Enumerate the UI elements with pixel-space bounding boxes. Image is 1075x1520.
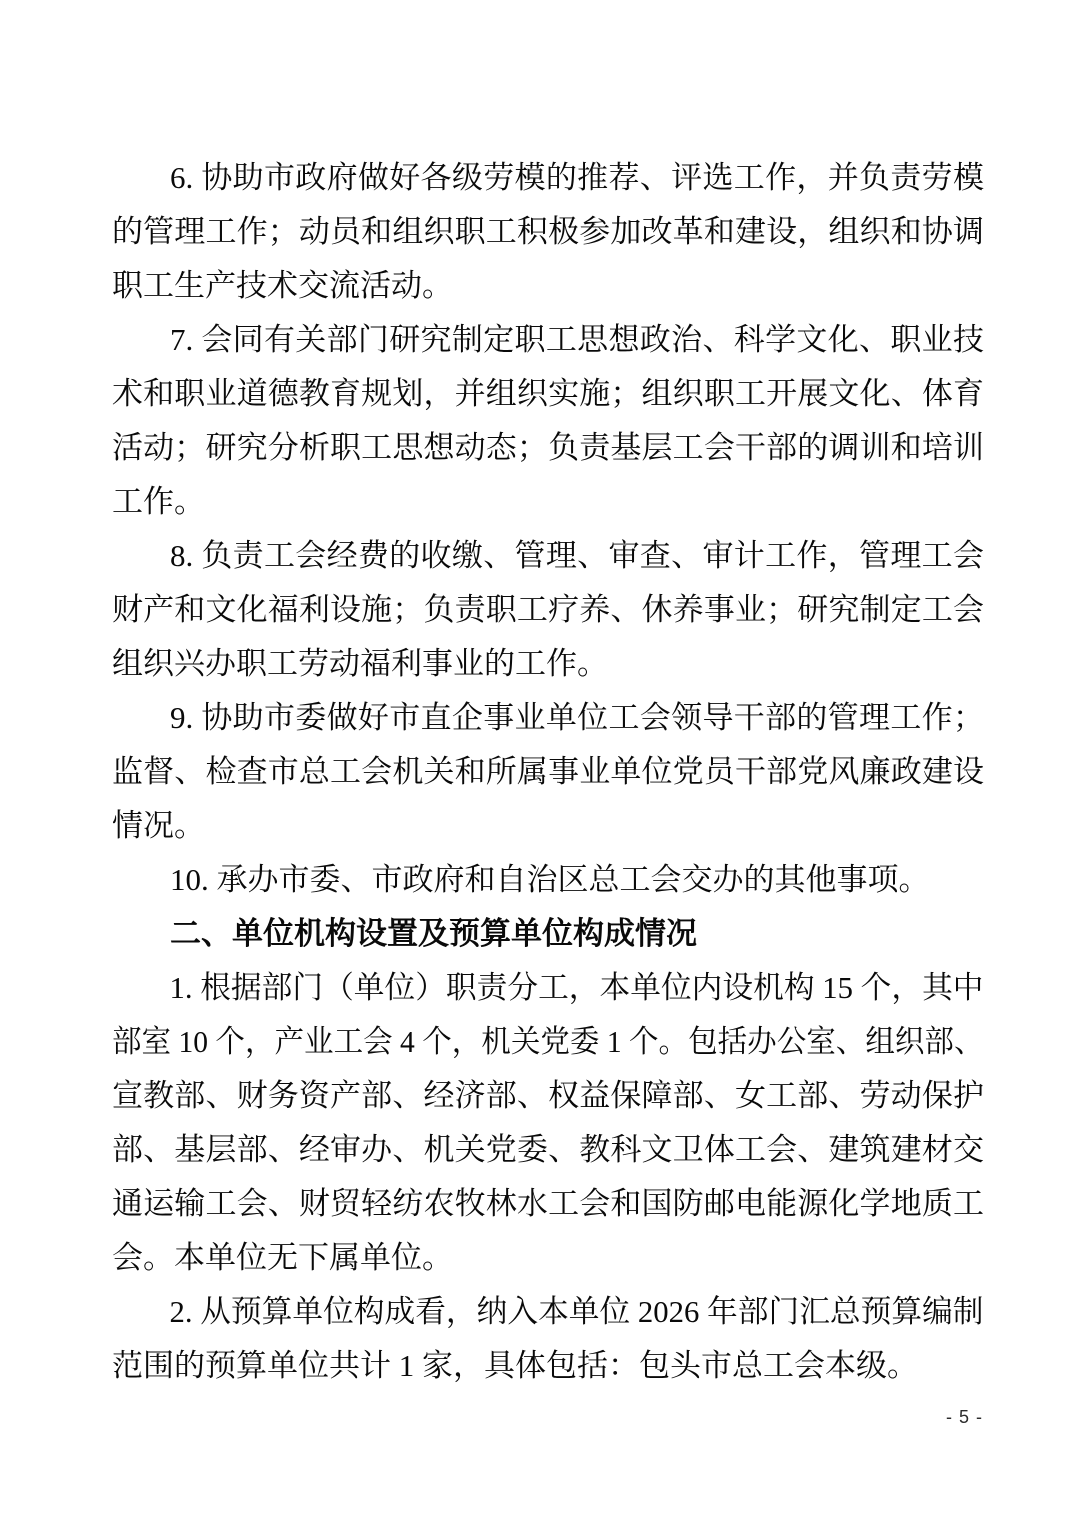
- paragraph-line: 工作。: [112, 484, 205, 519]
- section-heading: 二、单位机构设置及预算单位构成情况: [170, 916, 697, 951]
- paragraph-line: 术和职业道德教育规划，并组织实施；组织职工开展文化、体育: [112, 376, 984, 411]
- paragraph-line: 监督、检查市总工会机关和所属事业单位党员干部党风廉政建设: [112, 754, 984, 789]
- paragraph-line: 宣教部、财务资产部、经济部、权益保障部、女工部、劳动保护: [112, 1078, 984, 1113]
- paragraph-line: 7. 会同有关部门研究制定职工思想政治、科学文化、职业技: [170, 322, 984, 357]
- paragraph-line: 情况。: [112, 808, 205, 843]
- paragraph-line: 8. 负责工会经费的收缴、管理、审查、审计工作，管理工会: [170, 538, 984, 573]
- paragraph-line: 1. 根据部门（单位）职责分工，本单位内设机构 15 个，其中: [169, 970, 984, 1005]
- paragraph-line: 的管理工作；动员和组织职工积极参加改革和建设，组织和协调: [112, 214, 984, 249]
- paragraph-line: 2. 从预算单位构成看，纳入本单位 2026 年部门汇总预算编制: [169, 1294, 984, 1329]
- paragraph-line: 财产和文化福利设施；负责职工疗养、休养事业；研究制定工会: [112, 592, 984, 627]
- paragraph-line: 通运输工会、财贸轻纺农牧林水工会和国防邮电能源化学地质工: [112, 1186, 984, 1221]
- paragraph-line: 组织兴办职工劳动福利事业的工作。: [112, 646, 608, 681]
- paragraph-line: 6. 协助市政府做好各级劳模的推荐、评选工作，并负责劳模: [170, 160, 984, 195]
- paragraph-line: 会。本单位无下属单位。: [112, 1240, 453, 1275]
- paragraph-line: 活动；研究分析职工思想动态；负责基层工会干部的调训和培训: [112, 430, 984, 465]
- paragraph-line: 9. 协助市委做好市直企事业单位工会领导干部的管理工作；: [170, 700, 984, 735]
- paragraph-line: 部室 10 个，产业工会 4 个，机关党委 1 个。包括办公室、组织部、: [112, 1024, 984, 1059]
- paragraph-line: 10. 承办市委、市政府和自治区总工会交办的其他事项。: [170, 862, 930, 897]
- paragraph-line: 部、基层部、经审办、机关党委、教科文卫体工会、建筑建材交: [112, 1132, 984, 1167]
- page-number: - 5 -: [945, 1407, 983, 1427]
- paragraph-line: 范围的预算单位共计 1 家，具体包括：包头市总工会本级。: [112, 1348, 918, 1383]
- paragraph-line: 职工生产技术交流活动。: [112, 268, 453, 303]
- document-body: [112, 151, 984, 1393]
